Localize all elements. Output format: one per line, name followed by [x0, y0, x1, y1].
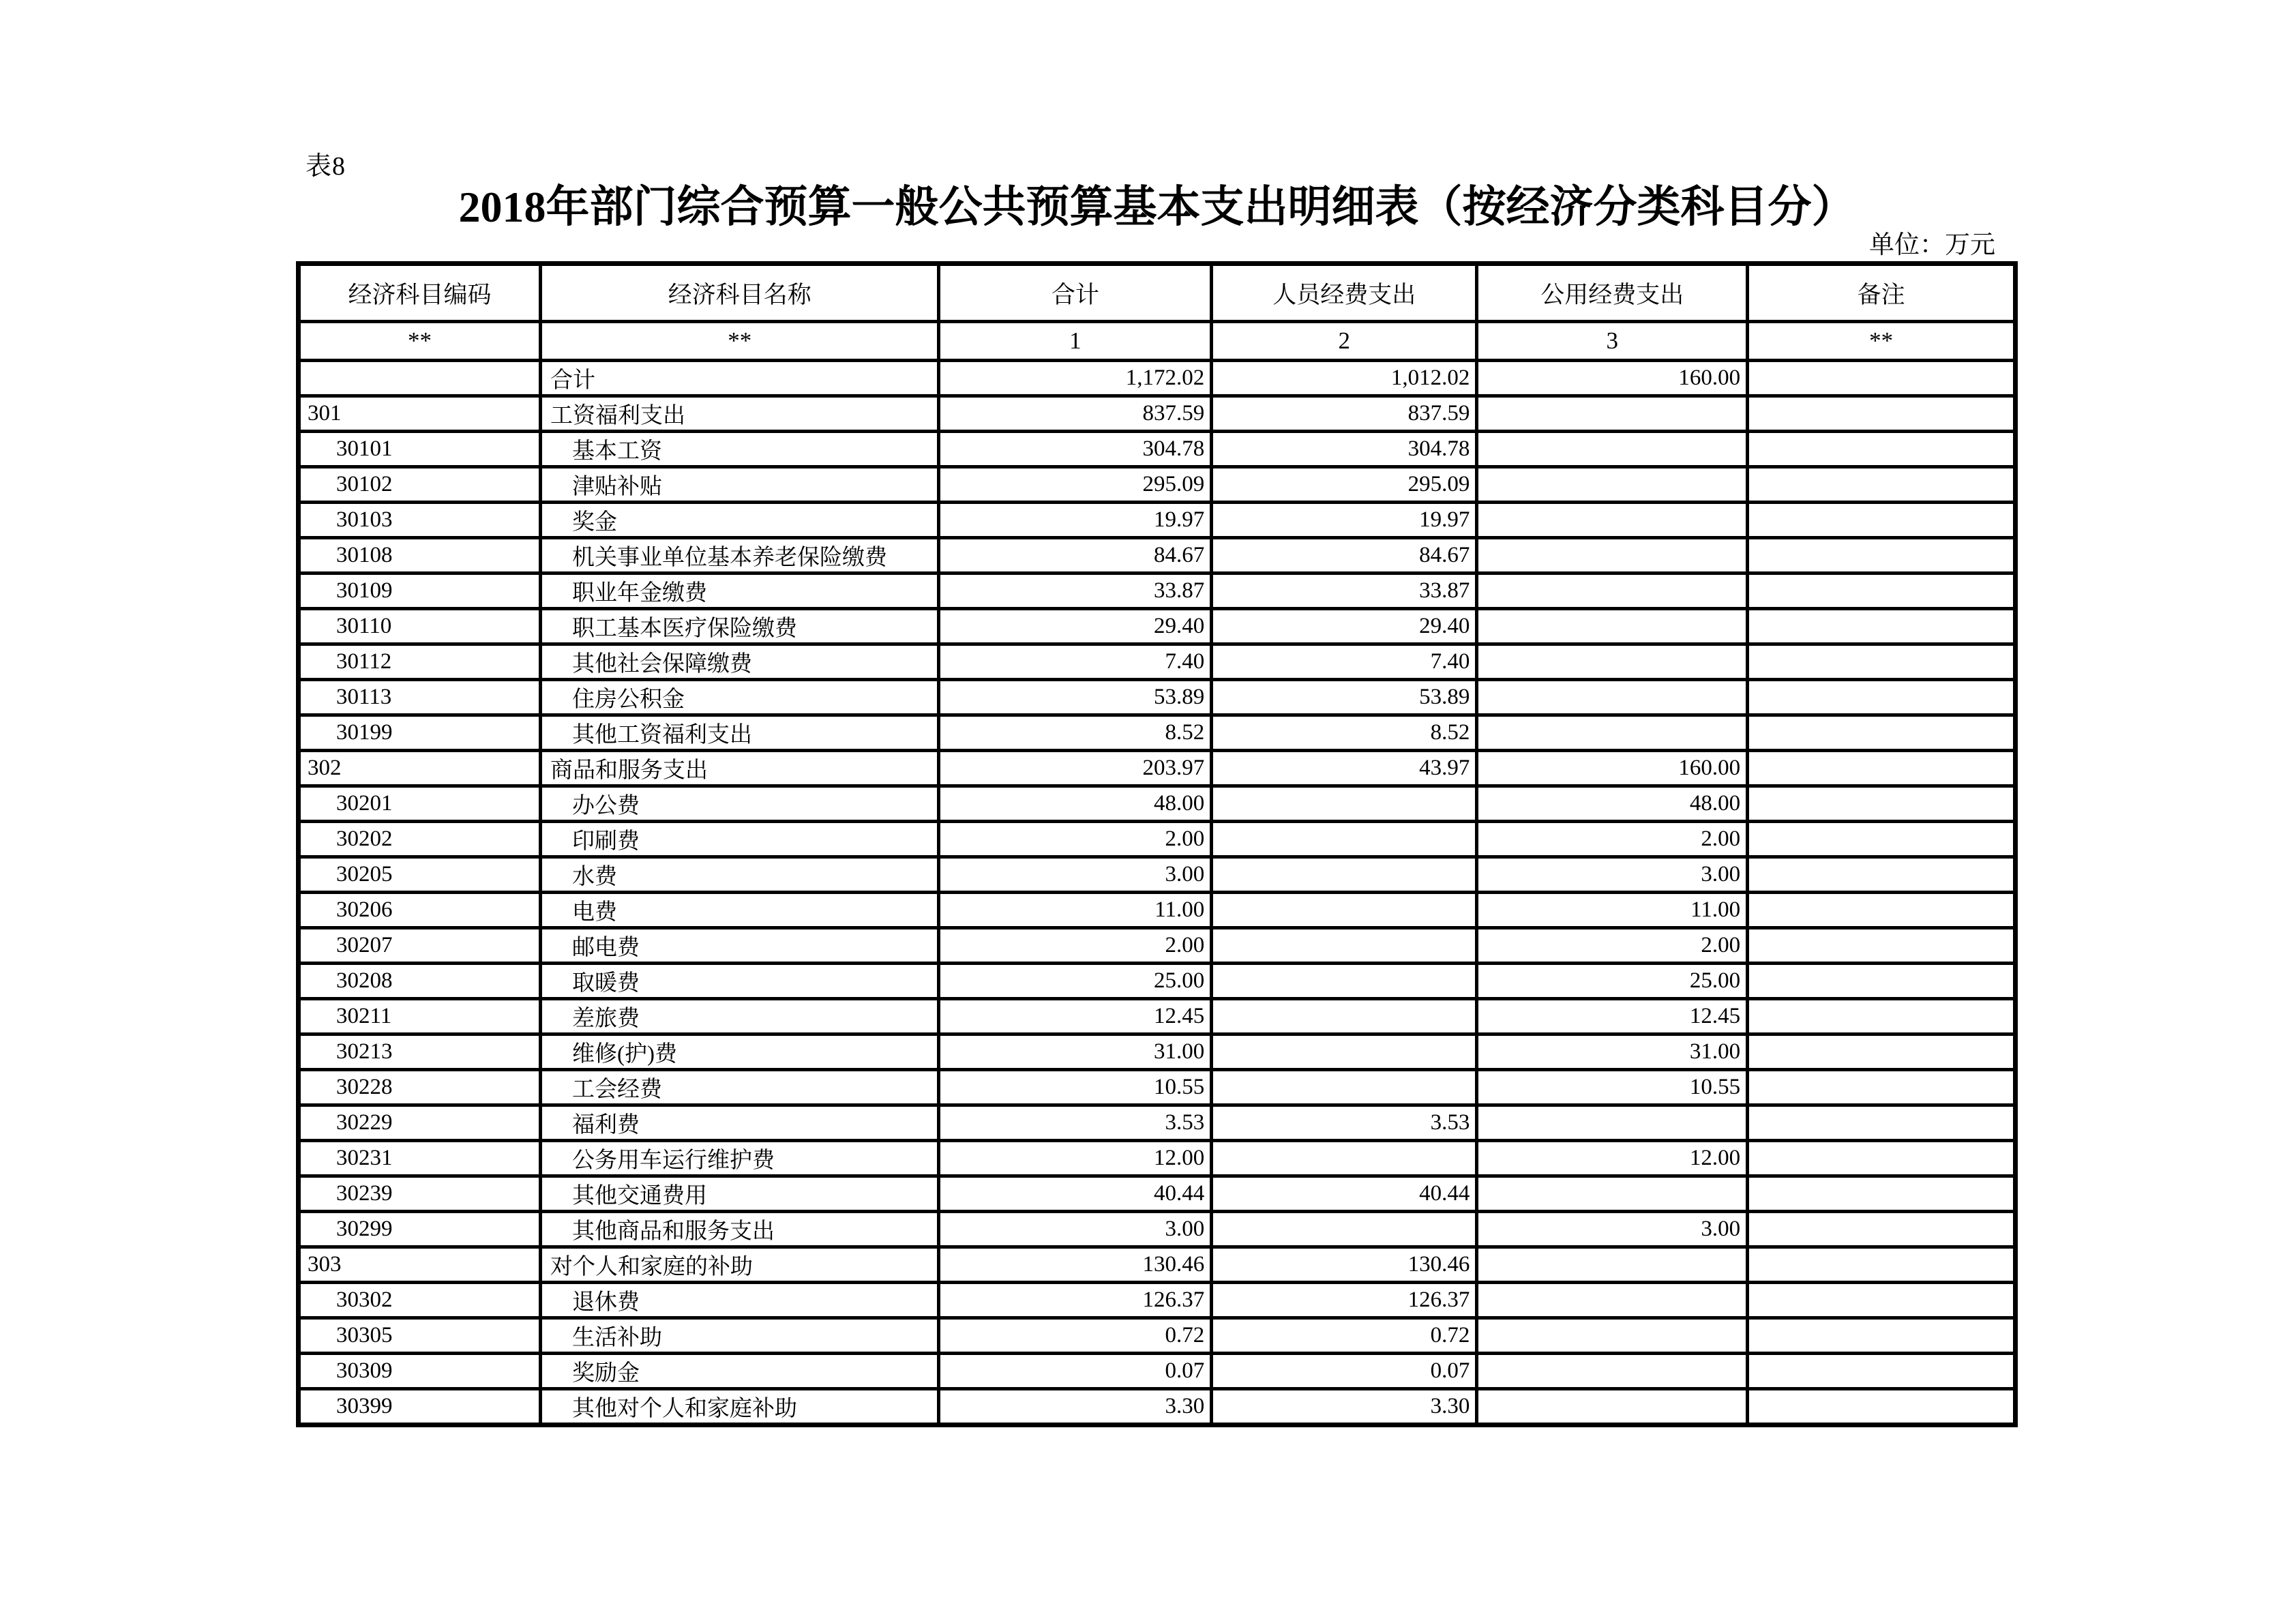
col-header-notes: 备注: [1748, 264, 2016, 322]
table-row: [299, 1141, 2016, 1176]
cell-note: [1748, 857, 2016, 893]
form-number-label: 表8: [305, 152, 346, 181]
cell-personnel: 130.46: [1212, 1247, 1477, 1283]
cell-note: [1748, 893, 2016, 928]
table-row: [299, 1212, 2016, 1247]
cell-economic-name: 电费: [541, 893, 939, 928]
cell-total: 29.40: [939, 609, 1212, 644]
cell-public-funds: 2.00: [1477, 822, 1748, 857]
cell-economic-code: 30103: [299, 503, 541, 538]
cell-personnel: 40.44: [1212, 1176, 1477, 1212]
cell-economic-name: 商品和服务支出: [541, 751, 939, 786]
cell-total: 2.00: [939, 822, 1212, 857]
table-row: [299, 751, 2016, 786]
table-row: [299, 715, 2016, 751]
table-row: [299, 893, 2016, 928]
cell-note: [1748, 786, 2016, 822]
cell-economic-name: 其他交通费用: [541, 1176, 939, 1212]
cell-economic-code: 30399: [299, 1389, 541, 1425]
cell-economic-code: 30229: [299, 1105, 541, 1141]
cell-note: [1748, 715, 2016, 751]
unit-label: 单位：万元: [1869, 231, 1995, 259]
cell-economic-code: 30205: [299, 857, 541, 893]
cell-personnel: [1212, 999, 1477, 1034]
table-body: [299, 361, 2016, 1425]
cell-public-funds: [1477, 1283, 1748, 1318]
cell-personnel: 126.37: [1212, 1283, 1477, 1318]
cell-personnel: 0.72: [1212, 1318, 1477, 1354]
table-row: [299, 964, 2016, 999]
cell-public-funds: 3.00: [1477, 857, 1748, 893]
cell-economic-name: 基本工资: [541, 432, 939, 467]
cell-public-funds: 3.00: [1477, 1212, 1748, 1247]
cell-note: [1748, 1070, 2016, 1105]
cell-economic-code: 30309: [299, 1354, 541, 1389]
cell-note: [1748, 1354, 2016, 1389]
cell-total: 837.59: [939, 396, 1212, 432]
cell-total: 3.53: [939, 1105, 1212, 1141]
cell-personnel: [1212, 1141, 1477, 1176]
cell-note: [1748, 1176, 2016, 1212]
cell-personnel: [1212, 822, 1477, 857]
cell-note: [1748, 574, 2016, 609]
budget-detail-table: [296, 261, 2018, 1427]
table-row: [299, 680, 2016, 715]
cell-total: 25.00: [939, 964, 1212, 999]
col-header-economic-name: 经济科目名称: [541, 264, 939, 322]
cell-note: [1748, 1034, 2016, 1070]
table-row: [299, 609, 2016, 644]
cell-public-funds: 12.45: [1477, 999, 1748, 1034]
cell-economic-name: 工资福利支出: [541, 396, 939, 432]
cell-personnel: 8.52: [1212, 715, 1477, 751]
cell-public-funds: 2.00: [1477, 928, 1748, 964]
cell-note: [1748, 999, 2016, 1034]
cell-total: 31.00: [939, 1034, 1212, 1070]
cell-public-funds: [1477, 503, 1748, 538]
cell-total: 1,172.02: [939, 361, 1212, 396]
cell-note: [1748, 361, 2016, 396]
cell-economic-code: 30302: [299, 1283, 541, 1318]
cell-economic-name: 取暖费: [541, 964, 939, 999]
cell-public-funds: [1477, 396, 1748, 432]
cell-personnel: 53.89: [1212, 680, 1477, 715]
cell-personnel: 295.09: [1212, 467, 1477, 503]
cell-economic-code: 30211: [299, 999, 541, 1034]
cell-note: [1748, 396, 2016, 432]
cell-personnel: [1212, 928, 1477, 964]
table-row: [299, 1176, 2016, 1212]
cell-total: 19.97: [939, 503, 1212, 538]
cell-total: 0.72: [939, 1318, 1212, 1354]
cell-economic-code: 30108: [299, 538, 541, 574]
cell-economic-code: 30208: [299, 964, 541, 999]
cell-public-funds: [1477, 1389, 1748, 1425]
cell-personnel: 7.40: [1212, 644, 1477, 680]
col-header-total: 合计: [939, 264, 1212, 322]
cell-economic-name: 水费: [541, 857, 939, 893]
cell-personnel: 43.97: [1212, 751, 1477, 786]
cell-note: [1748, 644, 2016, 680]
col-header-personnel: 人员经费支出: [1212, 264, 1477, 322]
cell-note: [1748, 467, 2016, 503]
cell-total: 2.00: [939, 928, 1212, 964]
column-number-cell: **: [541, 322, 939, 361]
col-header-economic-code: 经济科目编码: [299, 264, 541, 322]
table-row: [299, 361, 2016, 396]
cell-total: 7.40: [939, 644, 1212, 680]
cell-total: 0.07: [939, 1354, 1212, 1389]
cell-economic-name: 奖励金: [541, 1354, 939, 1389]
cell-economic-name: 津贴补贴: [541, 467, 939, 503]
cell-note: [1748, 964, 2016, 999]
cell-public-funds: [1477, 609, 1748, 644]
table-row: [299, 1105, 2016, 1141]
table-header-row: [299, 264, 2016, 322]
cell-total: 84.67: [939, 538, 1212, 574]
table-row: [299, 1389, 2016, 1425]
cell-total: 40.44: [939, 1176, 1212, 1212]
cell-economic-name: 其他社会保障缴费: [541, 644, 939, 680]
cell-total: 130.46: [939, 1247, 1212, 1283]
cell-total: 11.00: [939, 893, 1212, 928]
cell-note: [1748, 1283, 2016, 1318]
cell-economic-name: 职工基本医疗保险缴费: [541, 609, 939, 644]
cell-note: [1748, 1212, 2016, 1247]
table-row: [299, 928, 2016, 964]
cell-public-funds: [1477, 432, 1748, 467]
table-row: [299, 1034, 2016, 1070]
cell-note: [1748, 680, 2016, 715]
column-number-cell: **: [299, 322, 541, 361]
table-row: [299, 503, 2016, 538]
cell-economic-name: 生活补助: [541, 1318, 939, 1354]
table-row: [299, 1354, 2016, 1389]
cell-economic-name: 其他工资福利支出: [541, 715, 939, 751]
cell-public-funds: [1477, 1354, 1748, 1389]
cell-economic-code: 30101: [299, 432, 541, 467]
cell-total: 203.97: [939, 751, 1212, 786]
table-row: [299, 467, 2016, 503]
cell-economic-name: 公务用车运行维护费: [541, 1141, 939, 1176]
cell-public-funds: 160.00: [1477, 361, 1748, 396]
cell-economic-code: 30199: [299, 715, 541, 751]
cell-economic-code: 30202: [299, 822, 541, 857]
cell-public-funds: [1477, 538, 1748, 574]
cell-personnel: [1212, 964, 1477, 999]
cell-personnel: 19.97: [1212, 503, 1477, 538]
table-row: [299, 1247, 2016, 1283]
cell-economic-code: [299, 361, 541, 396]
table-row: [299, 432, 2016, 467]
cell-public-funds: [1477, 1105, 1748, 1141]
cell-total: 8.52: [939, 715, 1212, 751]
cell-economic-name: 住房公积金: [541, 680, 939, 715]
cell-economic-code: 30201: [299, 786, 541, 822]
cell-personnel: [1212, 893, 1477, 928]
cell-economic-code: 30305: [299, 1318, 541, 1354]
cell-personnel: [1212, 786, 1477, 822]
cell-economic-code: 30207: [299, 928, 541, 964]
cell-economic-name: 邮电费: [541, 928, 939, 964]
cell-economic-name: 办公费: [541, 786, 939, 822]
cell-total: 126.37: [939, 1283, 1212, 1318]
cell-total: 295.09: [939, 467, 1212, 503]
cell-public-funds: [1477, 574, 1748, 609]
cell-public-funds: 12.00: [1477, 1141, 1748, 1176]
cell-public-funds: 48.00: [1477, 786, 1748, 822]
cell-note: [1748, 503, 2016, 538]
cell-total: 3.30: [939, 1389, 1212, 1425]
cell-personnel: 3.30: [1212, 1389, 1477, 1425]
cell-economic-name: 机关事业单位基本养老保险缴费: [541, 538, 939, 574]
cell-note: [1748, 822, 2016, 857]
cell-economic-code: 30213: [299, 1034, 541, 1070]
table-row: [299, 1070, 2016, 1105]
table-row: [299, 1318, 2016, 1354]
cell-economic-code: 30109: [299, 574, 541, 609]
cell-economic-code: 30231: [299, 1141, 541, 1176]
cell-note: [1748, 1141, 2016, 1176]
cell-personnel: [1212, 1212, 1477, 1247]
column-number-row: [299, 322, 2016, 361]
cell-economic-code: 30112: [299, 644, 541, 680]
cell-public-funds: [1477, 1176, 1748, 1212]
cell-total: 48.00: [939, 786, 1212, 822]
cell-public-funds: 11.00: [1477, 893, 1748, 928]
cell-note: [1748, 751, 2016, 786]
table-row: [299, 1283, 2016, 1318]
cell-public-funds: [1477, 1318, 1748, 1354]
cell-economic-code: 30102: [299, 467, 541, 503]
cell-public-funds: 25.00: [1477, 964, 1748, 999]
cell-total: 3.00: [939, 857, 1212, 893]
cell-total: 12.00: [939, 1141, 1212, 1176]
table-row: [299, 574, 2016, 609]
cell-personnel: 0.07: [1212, 1354, 1477, 1389]
cell-public-funds: [1477, 715, 1748, 751]
column-number-cell: 2: [1212, 322, 1477, 361]
cell-public-funds: [1477, 680, 1748, 715]
column-number-cell: **: [1748, 322, 2016, 361]
table-row: [299, 857, 2016, 893]
cell-public-funds: 10.55: [1477, 1070, 1748, 1105]
cell-economic-code: 30299: [299, 1212, 541, 1247]
cell-economic-code: 30228: [299, 1070, 541, 1105]
cell-personnel: [1212, 1034, 1477, 1070]
cell-total: 304.78: [939, 432, 1212, 467]
cell-personnel: 1,012.02: [1212, 361, 1477, 396]
cell-economic-name: 福利费: [541, 1105, 939, 1141]
cell-economic-name: 退休费: [541, 1283, 939, 1318]
cell-economic-code: 30239: [299, 1176, 541, 1212]
cell-public-funds: [1477, 644, 1748, 680]
cell-public-funds: [1477, 1247, 1748, 1283]
cell-personnel: 837.59: [1212, 396, 1477, 432]
cell-economic-name: 其他商品和服务支出: [541, 1212, 939, 1247]
cell-economic-name: 工会经费: [541, 1070, 939, 1105]
cell-economic-name: 维修(护)费: [541, 1034, 939, 1070]
cell-personnel: 29.40: [1212, 609, 1477, 644]
cell-public-funds: 160.00: [1477, 751, 1748, 786]
column-number-cell: 1: [939, 322, 1212, 361]
cell-note: [1748, 609, 2016, 644]
cell-total: 10.55: [939, 1070, 1212, 1105]
table-row: [299, 644, 2016, 680]
cell-total: 33.87: [939, 574, 1212, 609]
table-row: [299, 786, 2016, 822]
cell-economic-name: 职业年金缴费: [541, 574, 939, 609]
cell-personnel: [1212, 857, 1477, 893]
cell-economic-name: 差旅费: [541, 999, 939, 1034]
cell-economic-code: 302: [299, 751, 541, 786]
page-title: 2018年部门综合预算一般公共预算基本支出明细表（按经济分类科目分）: [458, 183, 1855, 231]
cell-personnel: [1212, 1070, 1477, 1105]
cell-economic-name: 印刷费: [541, 822, 939, 857]
cell-total: 3.00: [939, 1212, 1212, 1247]
cell-note: [1748, 1318, 2016, 1354]
cell-economic-name: 合计: [541, 361, 939, 396]
cell-note: [1748, 928, 2016, 964]
cell-personnel: 84.67: [1212, 538, 1477, 574]
table-row: [299, 538, 2016, 574]
column-number-cell: 3: [1477, 322, 1748, 361]
cell-note: [1748, 432, 2016, 467]
cell-note: [1748, 1105, 2016, 1141]
cell-personnel: 3.53: [1212, 1105, 1477, 1141]
cell-economic-name: 其他对个人和家庭补助: [541, 1389, 939, 1425]
cell-personnel: 304.78: [1212, 432, 1477, 467]
table-row: [299, 999, 2016, 1034]
table-row: [299, 396, 2016, 432]
cell-economic-name: 奖金: [541, 503, 939, 538]
cell-note: [1748, 538, 2016, 574]
cell-total: 53.89: [939, 680, 1212, 715]
cell-public-funds: [1477, 467, 1748, 503]
cell-economic-name: 对个人和家庭的补助: [541, 1247, 939, 1283]
cell-economic-code: 301: [299, 396, 541, 432]
cell-personnel: 33.87: [1212, 574, 1477, 609]
col-header-public-funds: 公用经费支出: [1477, 264, 1748, 322]
cell-economic-code: 30206: [299, 893, 541, 928]
cell-note: [1748, 1247, 2016, 1283]
cell-total: 12.45: [939, 999, 1212, 1034]
table-row: [299, 822, 2016, 857]
cell-public-funds: 31.00: [1477, 1034, 1748, 1070]
cell-note: [1748, 1389, 2016, 1425]
cell-economic-code: 303: [299, 1247, 541, 1283]
cell-economic-code: 30113: [299, 680, 541, 715]
cell-economic-code: 30110: [299, 609, 541, 644]
